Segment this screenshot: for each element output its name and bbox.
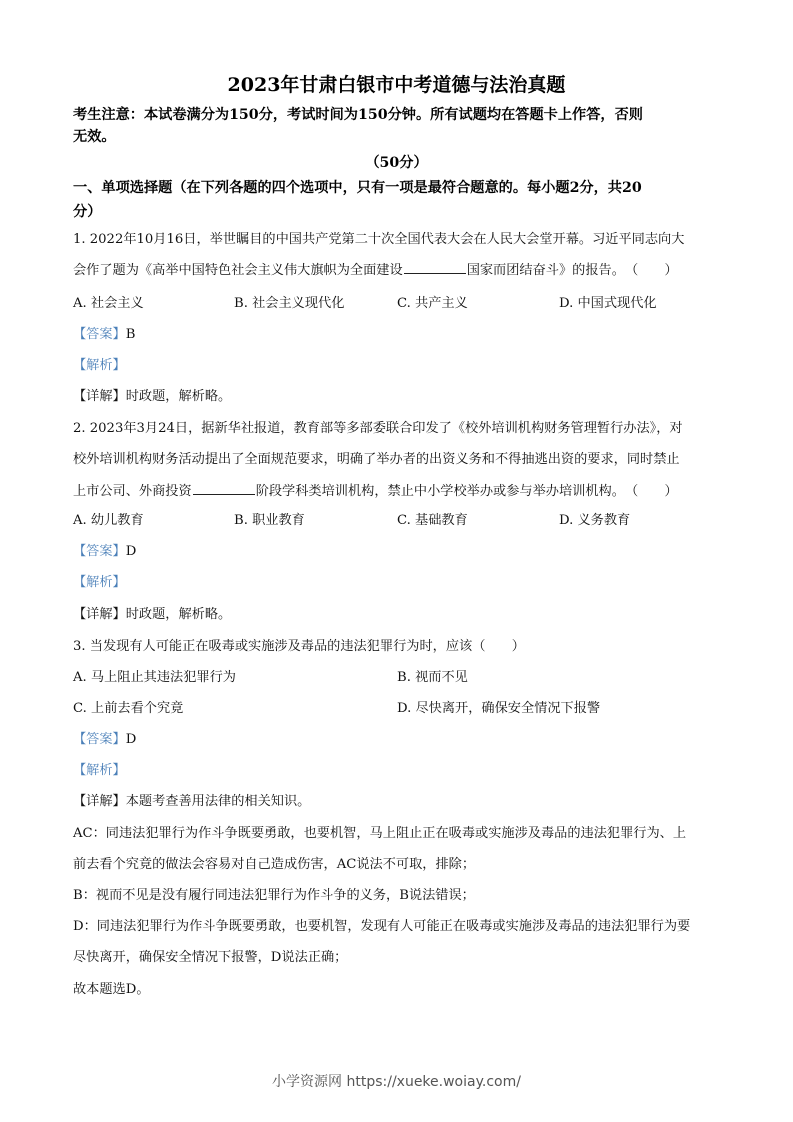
question-1-stem-cont: [73, 261, 743, 280]
q2-option-b: B. 职业教育: [234, 513, 305, 528]
q3-answer: [73, 731, 743, 749]
answer-value: D: [125, 544, 137, 559]
footer-watermark: 小学资源网 https://xueke.woiay.com/: [272, 1074, 521, 1090]
question-2-stem-cont2: [73, 482, 743, 501]
exam-notice: 考生注意：本试卷满分为150分，考试时间为150分钟。所有试题均在答题卡上作答，否则: [73, 107, 643, 123]
document-title: 2023年甘肃白银市中考道德与法治真题: [227, 74, 566, 96]
question-2-stem: 2. 2023年3月24日，据新华社报道，教育部等多部委联合印发了《校外培训机构财务管理暂行办法》，对: [73, 421, 683, 436]
stem-text: 阶段学科类培训机构，禁止中小学校举办或参与举办培训机构。: [255, 484, 625, 499]
q3-conclusion: 故本题选D。: [73, 982, 150, 997]
q1-option-b: B. 社会主义现代化: [234, 296, 345, 311]
detail-text: 时政题，解析略。: [125, 389, 232, 404]
q3-analysis-tag: 【解析】: [73, 763, 126, 778]
stem-text: 上市公司、外商投资: [73, 484, 192, 499]
answer-value: D: [125, 732, 137, 747]
answer-tag: 【答案】: [73, 327, 126, 342]
detail-tag: 【详解】: [73, 794, 126, 809]
question-3-stem: [73, 638, 743, 656]
q2-analysis-tag: 【解析】: [73, 575, 126, 590]
q3-explanation-line: 尽快离开，确保安全情况下报警，D说法正确；: [73, 950, 348, 965]
q1-answer: [73, 326, 743, 344]
q1-option-a: A. 社会主义: [73, 296, 144, 311]
q2-option-d: D. 义务教育: [559, 513, 631, 528]
stem-text: 3. 当发现有人可能正在吸毒或实施涉及毒品的违法犯罪行为时，应该: [73, 639, 473, 654]
q2-detail: [73, 606, 743, 624]
answer-paren: （ ）: [624, 263, 678, 278]
section-heading-cont: 分）: [73, 204, 102, 220]
stem-text: 会作了题为《高举中国特色社会主义伟大旗帜为全面建设: [73, 263, 403, 278]
q3-option-a: A. 马上阻止其违法犯罪行为: [73, 670, 236, 685]
q1-detail: [73, 388, 743, 406]
stem-text: 国家而团结奋斗》的报告。: [466, 263, 625, 278]
q3-explanation-line: B：视而不见是没有履行同违法犯罪行为作斗争的义务，B说法错误；: [73, 888, 475, 903]
q1-option-d: D. 中国式现代化: [559, 296, 657, 311]
detail-text: 时政题，解析略。: [125, 607, 232, 622]
detail-tag: 【详解】: [73, 607, 126, 622]
q2-answer: [73, 543, 743, 561]
section-heading: 一、单项选择题（在下列各题的四个选项中，只有一项是最符合题意的。每小题2分，共20: [73, 180, 642, 196]
answer-tag: 【答案】: [73, 544, 126, 559]
q3-option-d: D. 尽快离开，确保安全情况下报警: [397, 701, 601, 716]
q2-option-c: C. 基础教育: [397, 513, 468, 528]
answer-tag: 【答案】: [73, 732, 126, 747]
q1-analysis-tag: 【解析】: [73, 358, 126, 373]
answer-paren: （ ）: [624, 484, 678, 499]
answer-paren: （ ）: [472, 639, 525, 654]
score-header: （50分）: [365, 155, 428, 171]
question-2-stem-cont: 校外培训机构财务活动提出了全面规范要求，明确了举办者的出资义务和不得抽逃出资的要求，同时禁止: [73, 452, 680, 467]
q1-option-c: C. 共产主义: [397, 296, 468, 311]
q3-explanation-line: D：同违法犯罪行为作斗争既要勇敢，也要机智，发现有人可能正在吸毒或实施涉及毒品的违法犯罪行为要: [73, 919, 691, 934]
q3-option-c: C. 上前去看个究竟: [73, 701, 184, 716]
detail-tag: 【详解】: [73, 389, 126, 404]
detail-text: 本题考查善用法律的相关知识。: [125, 794, 311, 809]
q3-detail: [73, 793, 743, 811]
q3-explanation-line: AC：同违法犯罪行为作斗争既要勇敢，也要机智，马上阻止正在吸毒或实施涉及毒品的违法犯罪行为、上: [73, 826, 687, 841]
exam-notice-cont: 无效。: [73, 129, 116, 145]
q3-explanation-line: 前去看个究竟的做法会容易对自己造成伤害，AC说法不可取，排除；: [73, 857, 476, 872]
q2-option-a: A. 幼儿教育: [73, 513, 144, 528]
q3-option-b: B. 视而不见: [397, 670, 468, 685]
question-1-stem: 1. 2022年10月16日，举世瞩目的中国共产党第二十次全国代表大会在人民大会堂开幕。习近平同志向大: [73, 232, 685, 247]
fill-blank: [404, 261, 466, 274]
answer-value: B: [125, 327, 136, 342]
fill-blank: [193, 482, 255, 495]
